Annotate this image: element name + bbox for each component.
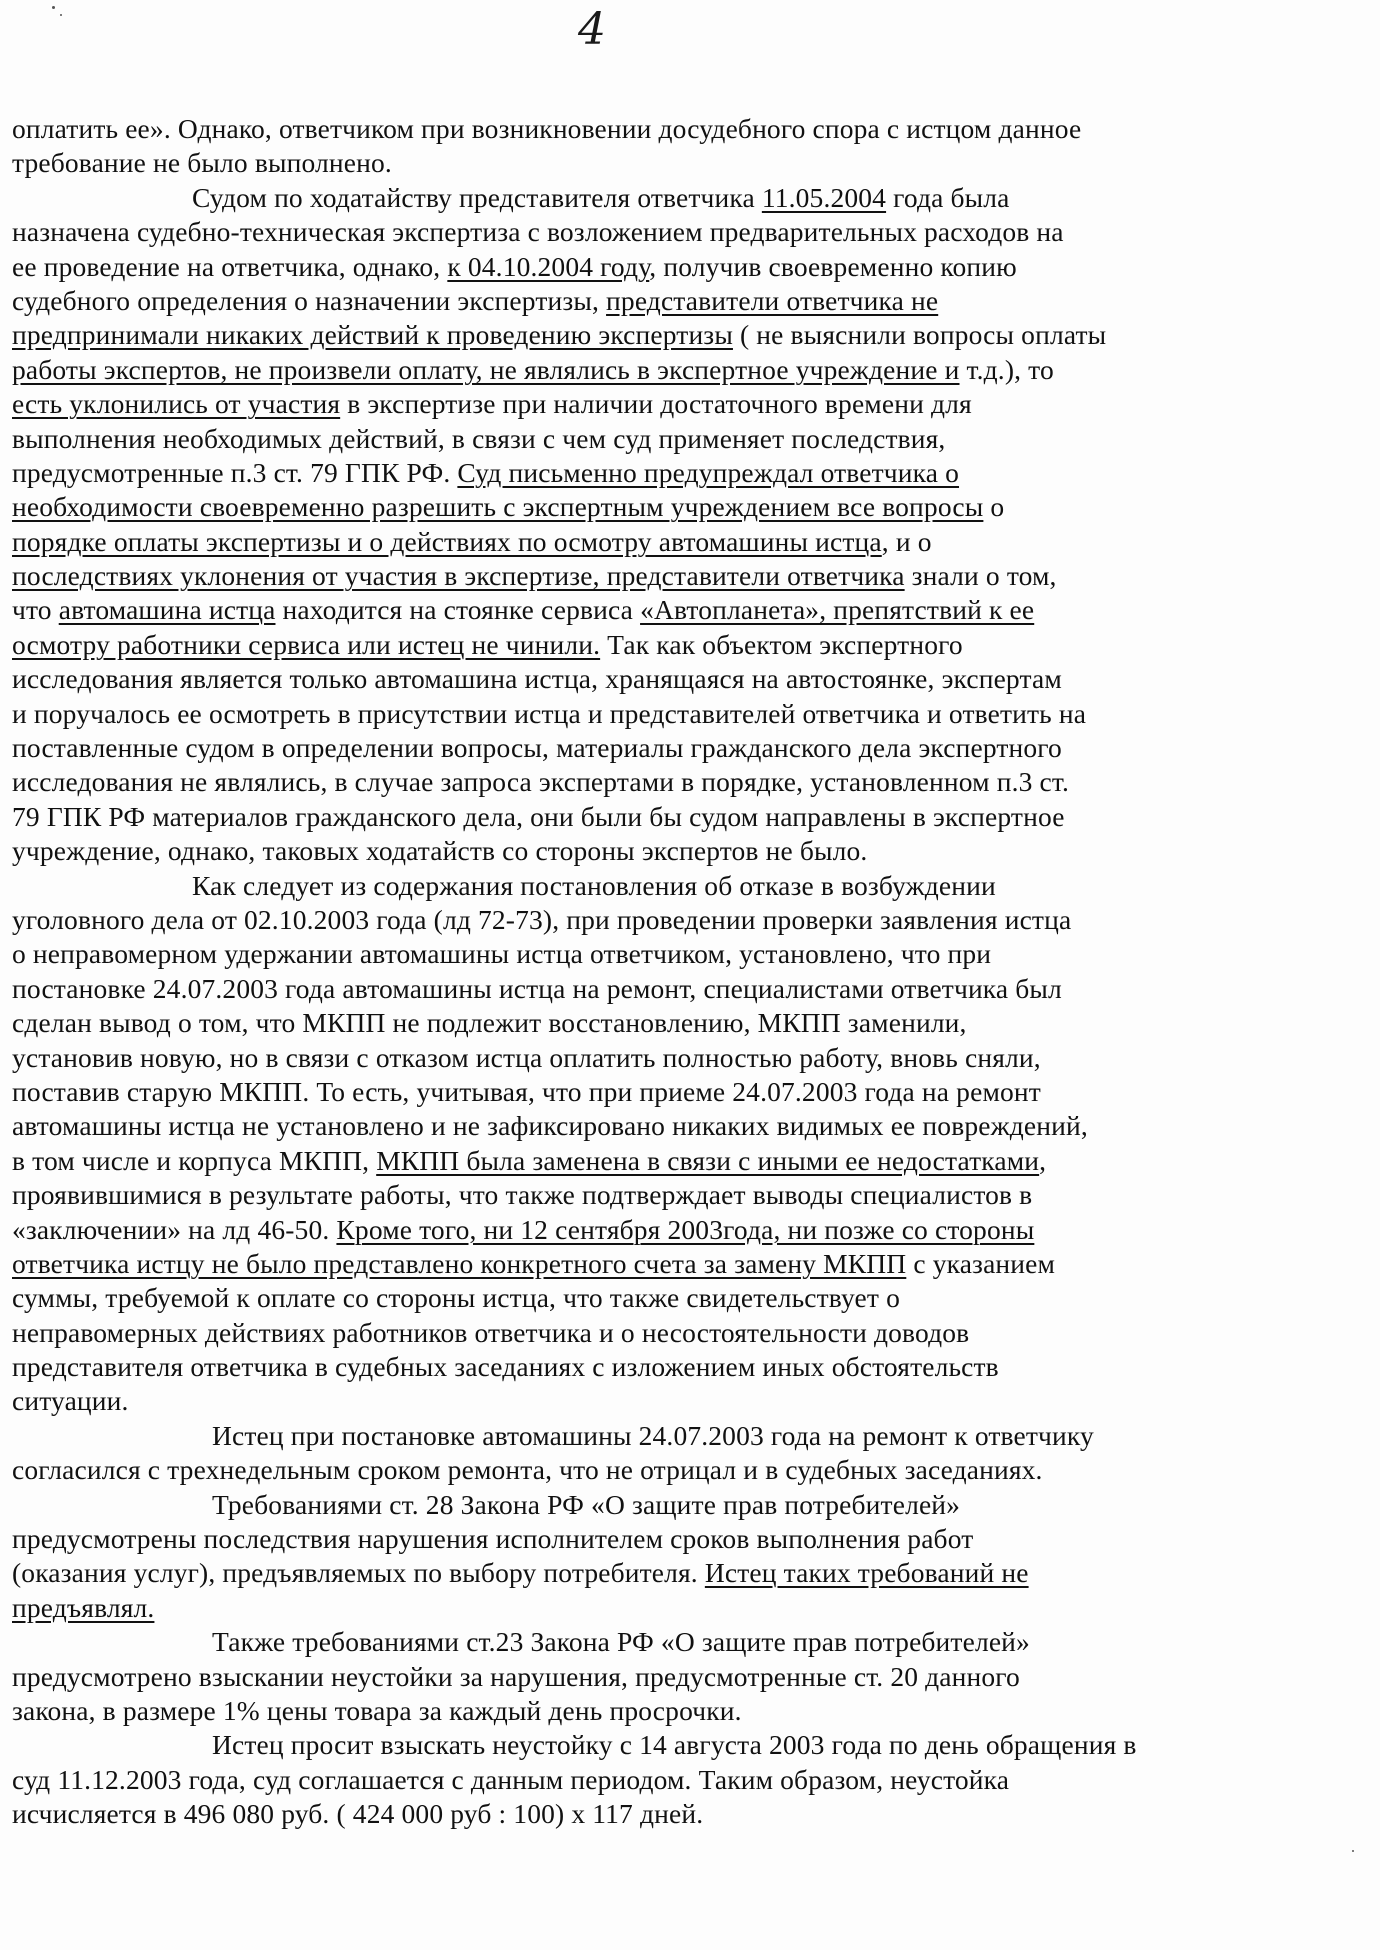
text-segment: ситуации. (12, 1385, 129, 1417)
text-line (12, 490, 1352, 524)
text-line (12, 834, 1352, 868)
text-line (12, 1419, 1352, 1453)
text-line (12, 662, 1352, 696)
text-segment: , и о (881, 525, 932, 557)
text-segment: закона, в размере 1% цены товара за каждый день просрочки. (12, 1694, 742, 1726)
text-line (12, 1763, 1352, 1797)
text-line (12, 1591, 1352, 1625)
text-segment: уголовного дела от 02.10.2003 года (лд 72-73), при проведении проверки заявления истца (12, 903, 1072, 935)
text-line (12, 1488, 1352, 1522)
scan-speck (52, 6, 55, 9)
text-line (12, 1625, 1352, 1659)
underlined-text: автомашина истца (58, 594, 276, 626)
text-segment: учреждение, однако, таковых ходатайств со стороны экспертов не было. (12, 835, 868, 867)
text-segment: с указанием (906, 1247, 1056, 1279)
text-line (12, 1316, 1352, 1350)
underlined-text: порядке оплаты экспертизы и о действиях по осмотру автомашины истца (12, 525, 882, 557)
text-segment: , (1039, 1144, 1047, 1176)
underlined-text: предъявлял. (12, 1591, 155, 1623)
text-segment: о неправомерном удержании автомашины истца ответчиком, установлено, что при (12, 938, 992, 970)
text-line (12, 937, 1352, 971)
text-segment: находится на стоянке сервиса (275, 594, 641, 626)
text-line (12, 525, 1352, 559)
text-line (12, 146, 1352, 180)
text-segment: ( не выяснили вопросы оплаты (732, 319, 1107, 351)
underlined-text: необходимости своевременно разрешить с экспертным учреждением все вопросы (12, 491, 984, 523)
text-segment: Истец при постановке автомашины 24.07.2003 года на ремонт к ответчику (212, 1419, 1094, 1451)
text-segment: предусмотрены последствия нарушения исполнителем сроков выполнения работ (12, 1523, 974, 1555)
underlined-text: Кроме того, ни 12 сентября 2003года, ни позже со стороны (336, 1213, 1035, 1245)
text-segment: постановке 24.07.2003 года автомашины истца на ремонт, специалистами ответчика был (12, 972, 1062, 1004)
text-line (12, 731, 1352, 765)
text-segment: о (983, 491, 1005, 523)
text-segment: ее проведение на ответчика, однако, (12, 250, 448, 282)
text-segment: судебного определения о назначении экспертизы, (12, 284, 607, 316)
text-segment: требование не было выполнено. (12, 147, 392, 179)
text-line (12, 1075, 1352, 1109)
text-line (12, 1041, 1352, 1075)
text-segment: 79 ГПК РФ материалов гражданского дела, они были бы судом направлены в экспертное (12, 800, 1065, 832)
text-line (12, 559, 1352, 593)
text-segment: Так как объектом экспертного (600, 628, 963, 660)
text-line (12, 800, 1352, 834)
underlined-text: Истец таких требований не (704, 1557, 1029, 1589)
text-segment: Также требованиями ст.23 Закона РФ «О защите прав потребителей» (212, 1626, 1030, 1658)
text-line (12, 284, 1352, 318)
text-line (12, 1522, 1352, 1556)
underlined-text: предпринимали никаких действий к проведению экспертизы (12, 319, 733, 351)
text-segment: суд 11.12.2003 года, суд соглашается с данным периодом. Таким образом, неустойка (12, 1763, 1010, 1795)
text-line (12, 1281, 1352, 1315)
text-segment: суммы, требуемой к оплате со стороны истца, что также свидетельствует о (12, 1282, 900, 1314)
text-segment: в том числе и корпуса МКПП, (12, 1144, 377, 1176)
text-segment: согласился с трехнедельным сроком ремонта, что не отрицал и в судебных заседаниях. (12, 1454, 1043, 1486)
text-line (12, 1384, 1352, 1418)
text-line (12, 353, 1352, 387)
text-segment: года была (886, 181, 1010, 213)
text-line (12, 422, 1352, 456)
page-number: 4 (578, 4, 606, 55)
text-line (12, 593, 1352, 627)
text-line (12, 215, 1352, 249)
text-segment: Как следует из содержания постановления об отказе в возбуждении (192, 869, 996, 901)
text-line (12, 456, 1352, 490)
text-segment: представителя ответчика в судебных заседаниях с изложением иных обстоятельств (12, 1351, 999, 1383)
text-line (12, 628, 1352, 662)
text-segment: предусмотренные п.3 ст. 79 ГПК РФ. (12, 456, 458, 488)
text-segment: в экспертизе при наличии достаточного времени для (340, 388, 972, 420)
text-segment: исчисляется в 496 080 руб. ( 424 000 руб : 100) х 117 дней. (12, 1798, 704, 1830)
text-line (12, 1144, 1352, 1178)
text-line (12, 1694, 1352, 1728)
underlined-text: ответчика истцу не было представлено конкретного счета за замену МКПП (12, 1247, 907, 1279)
underlined-text: осмотру работники сервиса или истец не чинили. (12, 628, 601, 660)
text-segment: неправомерных действиях работников ответчика и о несостоятельности доводов (12, 1316, 970, 1348)
text-segment: поставленные судом в определении вопросы, материалы гражданского дела экспертного (12, 732, 1062, 764)
text-line (12, 1350, 1352, 1384)
text-line (12, 1728, 1352, 1762)
underlined-text: к 04.10.2004 году (447, 250, 650, 282)
document-body (12, 112, 1352, 1832)
text-line (12, 1556, 1352, 1590)
scan-speck (1352, 1850, 1354, 1852)
text-line (12, 1660, 1352, 1694)
text-line (12, 318, 1352, 352)
text-line (12, 1797, 1352, 1831)
text-segment: поставив старую МКПП. То есть, учитывая, что при приеме 24.07.2003 года на ремонт (12, 1075, 1041, 1107)
text-segment: исследования не являлись, в случае запроса экспертами в порядке, установленном п.3 ст. (12, 766, 1069, 798)
text-segment: установив новую, но в связи с отказом истца оплатить полностью работу, вновь сняли, (12, 1041, 1041, 1073)
text-segment: (оказания услуг), предъявляемых по выбору потребителя. (12, 1557, 705, 1589)
text-line (12, 181, 1352, 215)
text-line (12, 387, 1352, 421)
text-line (12, 1213, 1352, 1247)
text-segment: знали о том, (904, 560, 1057, 592)
text-segment: сделан вывод о том, что МКПП не подлежит восстановлению, МКПП заменили, (12, 1007, 967, 1039)
text-segment: Требованиями ст. 28 Закона РФ «О защите прав потребителей» (212, 1488, 961, 1520)
text-segment: Истец просит взыскать неустойку с 14 августа 2003 года по день обращения в (212, 1729, 1137, 1761)
text-line (12, 972, 1352, 1006)
text-segment: что (12, 594, 59, 626)
underlined-text: 11.05.2004 (761, 181, 887, 213)
text-segment: , получив своевременно копию (649, 250, 1017, 282)
text-line (12, 1178, 1352, 1212)
text-line (12, 765, 1352, 799)
text-segment: автомашины истца не установлено и не зафиксировано никаких видимых ее повреждений, (12, 1110, 1088, 1142)
text-line (12, 869, 1352, 903)
text-segment: оплатить ее». Однако, ответчиком при возникновении досудебного спора с истцом данное (12, 113, 1082, 144)
text-segment: т.д.), то (959, 353, 1054, 385)
underlined-text: МКПП была заменена в связи с иными ее недостатками (376, 1144, 1040, 1176)
text-segment: проявившимися в результате работы, что также подтверждает выводы специалистов в (12, 1179, 1033, 1211)
text-segment: выполнения необходимых действий, в связи с чем суд применяет последствия, (12, 422, 946, 454)
text-segment: Судом по ходатайству представителя ответчика (192, 181, 762, 213)
text-line (12, 903, 1352, 937)
text-line (12, 250, 1352, 284)
text-line (12, 1006, 1352, 1040)
underlined-text: «Автопланета», препятствий к ее (640, 594, 1035, 626)
underlined-text: представители ответчика не (606, 284, 939, 316)
text-line (12, 112, 1352, 146)
underlined-text: Суд письменно предупреждал ответчика о (457, 456, 960, 488)
underlined-text: последствиях уклонения от участия в экспертизе, представители ответчика (12, 560, 905, 592)
text-line (12, 697, 1352, 731)
text-line (12, 1453, 1352, 1487)
underlined-text: работы экспертов, не произвели оплату, не являлись в экспертное учреждение и (12, 353, 960, 385)
text-line (12, 1109, 1352, 1143)
text-segment: предусмотрено взыскании неустойки за нарушения, предусмотренные ст. 20 данного (12, 1660, 1020, 1692)
text-segment: «заключении» на лд 46-50. (12, 1213, 337, 1245)
text-line (12, 1247, 1352, 1281)
scan-speck (60, 14, 62, 16)
text-segment: и поручалось ее осмотреть в присутствии истца и представителей ответчика и ответить на (12, 697, 1087, 729)
text-segment: назначена судебно-техническая экспертиза с возложением предварительных расходов на (12, 216, 1064, 248)
underlined-text: есть уклонились от участия (12, 388, 341, 420)
text-segment: исследования является только автомашина истца, хранящаяся на автостоянке, экспертам (12, 663, 1062, 695)
